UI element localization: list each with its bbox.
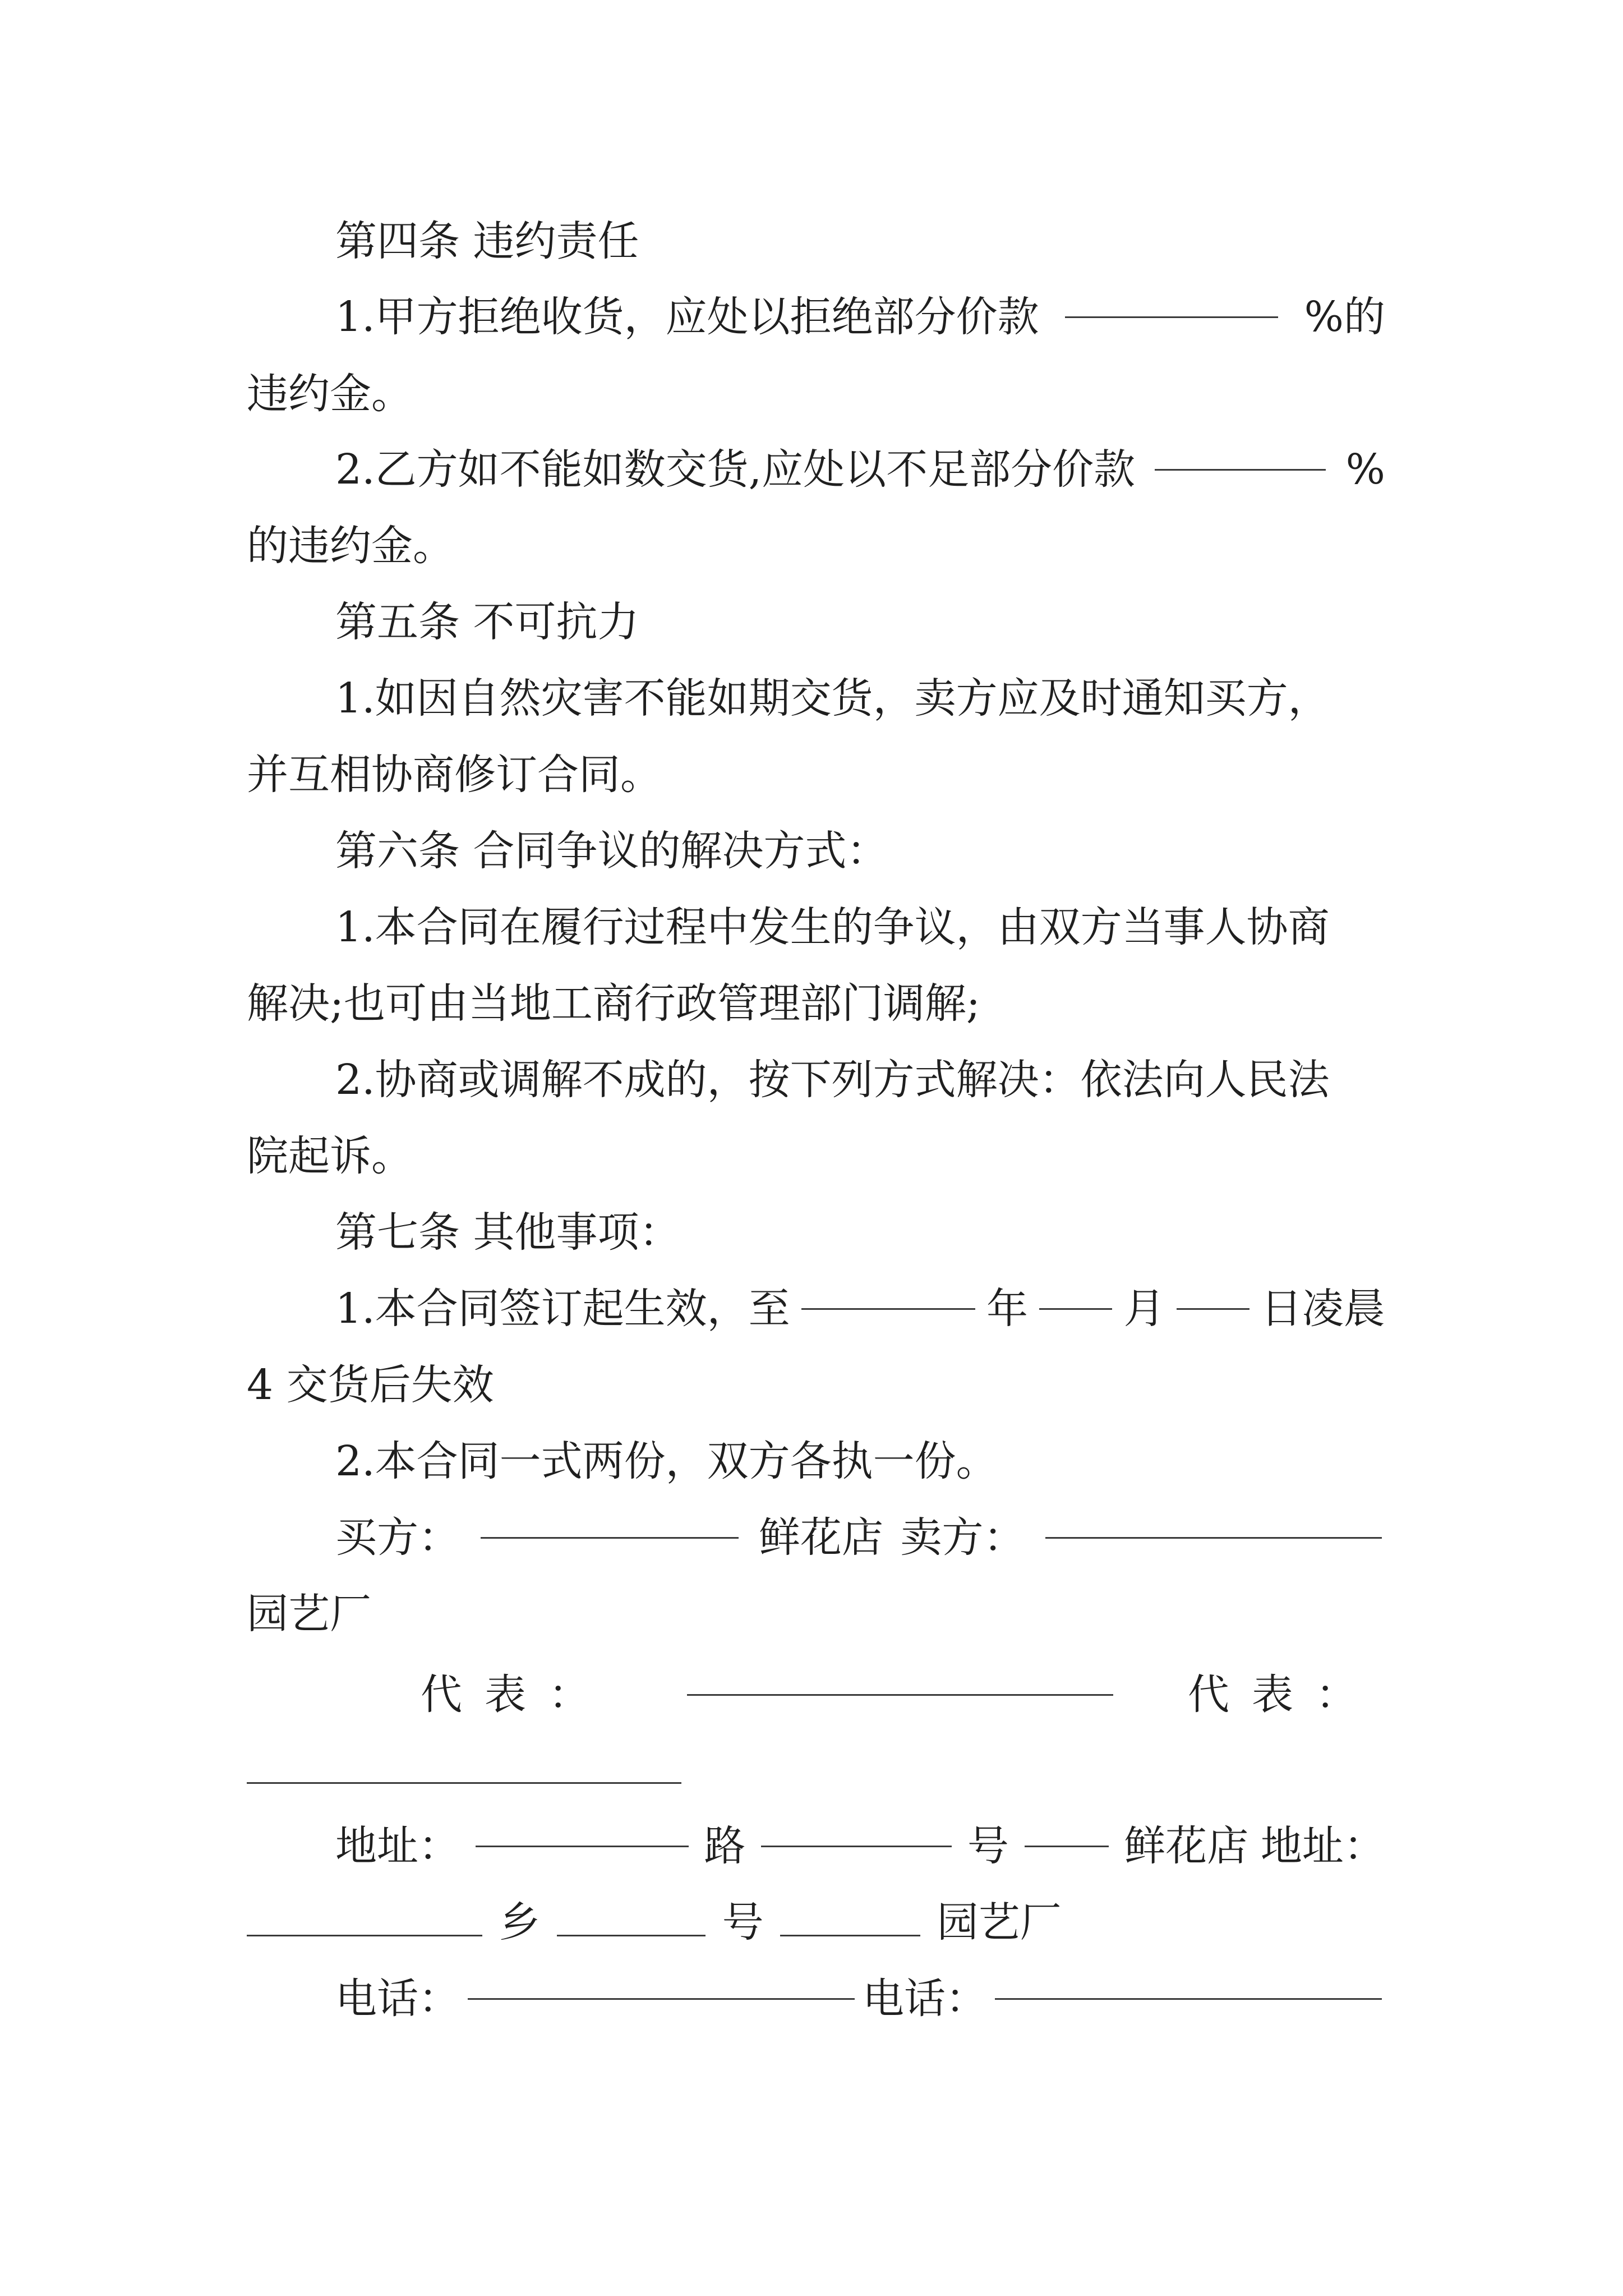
town-field[interactable] (247, 1934, 482, 1936)
rep-label-left: 代表： (421, 1671, 612, 1719)
article-6-clause-2-cont: 院起诉。 (247, 1132, 413, 1180)
party-line (335, 1507, 1385, 1568)
phone-label: 电话： (335, 1975, 460, 2023)
addr-shop: 鲜花店 (1124, 1822, 1249, 1870)
article-5-clause-1-cont: 并互相协商修订合同。 (247, 751, 662, 799)
clause-text: 2.协商或调解不成的，按下列方式解决：依法向人民法 (335, 1056, 1330, 1104)
article-6-clause-1-cont: 解决;也可由当地工商行政管理部门调解; (247, 979, 980, 1028)
address-line (335, 1815, 1385, 1877)
rep-right-line (247, 1739, 1385, 1801)
addr-no-2: 号 (722, 1898, 764, 1947)
article-4-clause-2-cont: 的违约金。 (247, 522, 454, 570)
day-blank-field[interactable] (1177, 1308, 1249, 1310)
rep-left-field[interactable] (687, 1694, 1113, 1696)
addr-no: 号 (967, 1822, 1009, 1870)
article-6-clause-2 (335, 1049, 1385, 1111)
clause-text: 1.本合同在履行过程中发生的争议，由双方当事人协商 (335, 903, 1330, 951)
addr-label-2: 地址： (1260, 1822, 1385, 1870)
article-6-clause-1 (335, 896, 1385, 958)
article-4-clause-1 (335, 286, 1385, 348)
article-7-clause-1-cont: 4 交货后失效 (247, 1361, 494, 1409)
representative-line (421, 1664, 1380, 1726)
seller-phone-field[interactable] (995, 1998, 1382, 2000)
year-blank-field[interactable] (801, 1308, 975, 1310)
clause-text: 1.本合同签订起生效，至 (335, 1285, 790, 1333)
addr-road: 路 (704, 1822, 746, 1870)
seller-name-field[interactable] (1045, 1536, 1382, 1539)
day-label: 日凌晨 (1260, 1285, 1385, 1333)
factory-no-field[interactable] (780, 1934, 920, 1936)
road-field[interactable] (476, 1845, 689, 1847)
month-label: 月 (1123, 1285, 1165, 1333)
article-7-clause-1 (335, 1278, 1385, 1340)
seller-label: 卖方： (900, 1513, 1025, 1562)
clause-text: 1.甲方拒绝收货，应处以拒绝部分价款 (335, 293, 1039, 341)
article-4-clause-1-cont: 违约金。 (247, 370, 413, 418)
clause-text: % (1345, 445, 1385, 494)
article-7-clause-2: 2.本合同一式两份，双方各执一份。 (335, 1437, 998, 1485)
phone-label-2: 电话： (863, 1975, 987, 2023)
road-no-field[interactable] (761, 1845, 952, 1847)
month-blank-field[interactable] (1039, 1308, 1112, 1310)
percent-blank-field[interactable] (1155, 468, 1326, 471)
article-4-clause-2 (335, 439, 1385, 500)
seller-suffix: 园艺厂 (247, 1590, 371, 1638)
article-5-clause-1 (335, 668, 1385, 729)
buyer-label: 买方： (335, 1513, 460, 1562)
phone-line (335, 1968, 1385, 2030)
clause-text: %的 (1304, 293, 1385, 341)
percent-blank-field[interactable] (1065, 316, 1278, 318)
buyer-suffix: 鲜花店 (759, 1513, 883, 1562)
article-5-title: 第五条 不可抗力 (335, 598, 639, 646)
buyer-name-field[interactable] (481, 1536, 739, 1539)
buyer-phone-field[interactable] (468, 1998, 855, 2000)
address-line-2 (247, 1892, 1385, 1953)
rep-label-right: 代表： (1188, 1671, 1380, 1719)
clause-text: 2.乙方如不能如数交货,应处以不足部分价款 (335, 445, 1136, 494)
rep-right-field[interactable] (247, 1782, 681, 1784)
house-no-field[interactable] (1025, 1845, 1109, 1847)
town-no-field[interactable] (557, 1934, 706, 1936)
article-7-title: 第七条 其他事项： (335, 1208, 681, 1257)
addr-label: 地址： (335, 1822, 460, 1870)
year-label: 年 (986, 1285, 1029, 1333)
clause-text: 1.如因自然灾害不能如期交货，卖方应及时通知买方， (335, 674, 1330, 723)
article-6-title: 第六条 合同争议的解决方式： (335, 827, 888, 875)
article-4-title: 第四条 违约责任 (335, 217, 639, 265)
addr-town: 乡 (499, 1898, 541, 1947)
addr-factory: 园艺厂 (937, 1898, 1062, 1947)
